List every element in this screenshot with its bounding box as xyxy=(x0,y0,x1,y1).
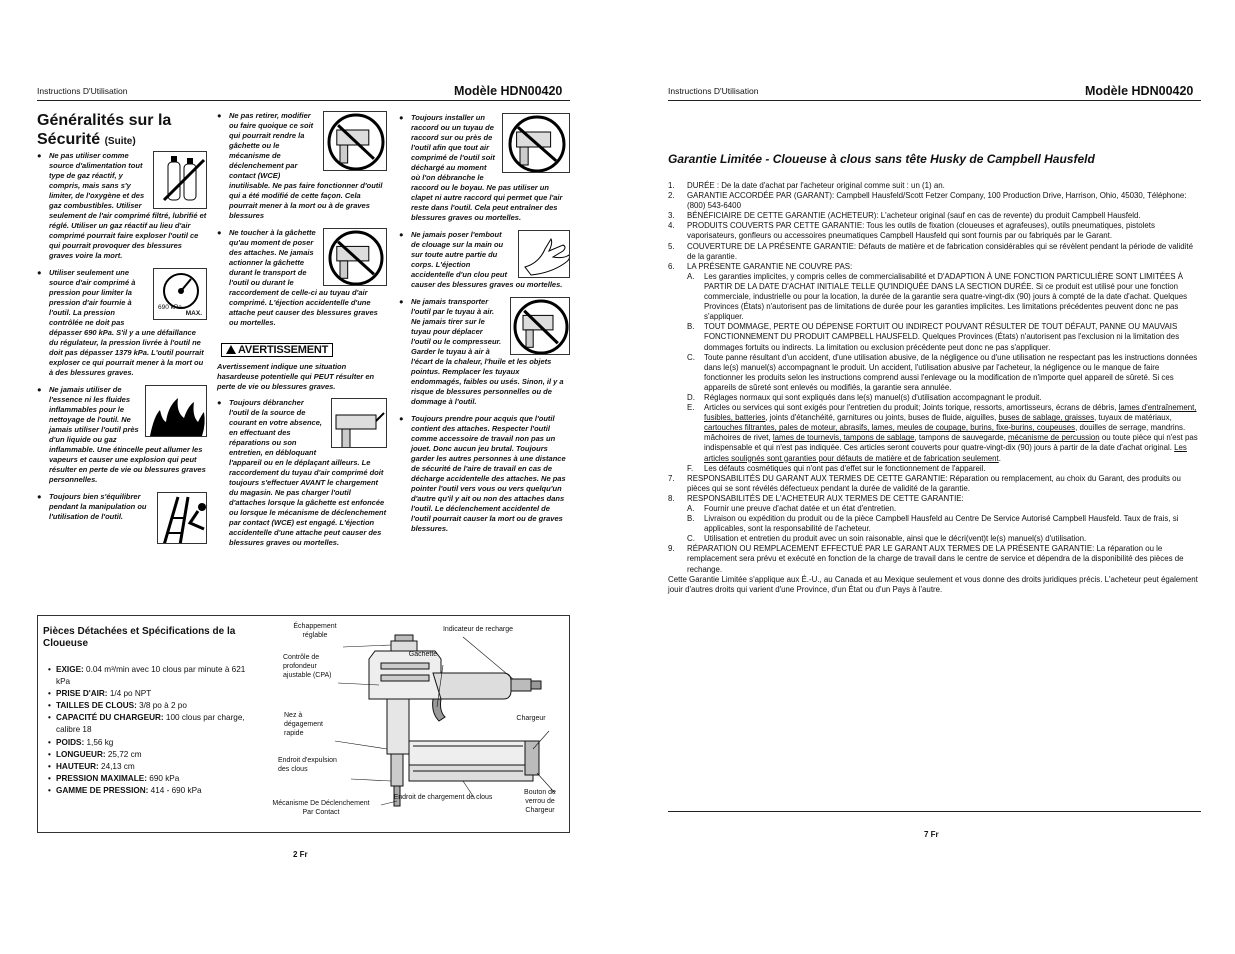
warning-item-text: Toujours prendre pour acquis que l'outil contient des attaches. Respecter l'outil comme accessoire de travail non pas un jouet. Donc aucun jeu brutal. Toujours garder les autres personnes à une distance de sécurité de l'aire de travail en cas de décharge accidentelle des attaches. Ne pas pointer l'outil vers vous ou vers quelqu'un d'autre qu'il y ait ou non des attaches dans l'outil. Le déclenchement accidentel de l'outil pourrait causer la mort ou de graves blessures. xyxy=(411,414,566,533)
gauge-max: MAX. xyxy=(185,310,202,317)
label-exhaust: Échappement réglable xyxy=(293,623,337,639)
warranty-closing: Cette Garantie Limitée s'applique aux É.-U., au Canada et au Mexique seulement et vous donne des droits juridiques précis. L'acheteur peut également jouir d'autres droits qui varient d'une Province, d'un État ou d'un Pays à l'autre. xyxy=(668,574,1198,594)
footer-rule-right xyxy=(668,811,1201,812)
spec-item: • EXIGE: 0.04 m³/min avec 10 clous par minute à 621 kPa xyxy=(48,664,248,688)
label-nose: Nez à dégagement rapide xyxy=(284,712,323,737)
warning-item-text: Ne jamais transporter l'outil par le tuyau à air. Ne jamais tirer sur le tuyau pour déplacer l'outil ou le compresseur. Garder le tuyau à air à l'écart de la chaleur, l'huile et les objets pointus. Remplacer les tuyaux endommagés, faibles ou usés. Sinon, il y a risque de blessures personnelles ou de dommage à l'outil. xyxy=(411,297,564,406)
safety-warning-item xyxy=(399,297,570,407)
label-contact: Mécanisme De Déclenchement Par Contact xyxy=(272,800,370,816)
safety-warning-item xyxy=(217,228,387,328)
warranty-item: 7. RESPONSABILITÉS DU GARANT AUX TERMES DE CETTE GARANTIE: Réparation ou remplacement, au choix du Garant, des produits ou pièces qui se sont révélés défectueux pendant la durée de validité de la garantie. xyxy=(668,473,1181,493)
warning-item-text: Toujours bien s'équilibrer pendant la manipulation ou l'utilisation de l'outil. xyxy=(49,492,147,521)
label-trigger: Gâchette xyxy=(408,651,438,658)
tool-modify-prohibited-icon xyxy=(323,111,387,171)
warranty-sub-item: F. Les défauts cosmétiques qui n'ont pas d'effet sur le fonctionnement de l'appareil. xyxy=(687,463,986,473)
bullet-icon: ● xyxy=(37,492,42,501)
warranty-sub-item: B. Livraison ou expédition du produit ou de la pièce Campbell Hausfeld au Centre De Service Autorisé Campbell Hausfeld. Taux de frais, si applicables, sont la responsabilité de l'acheteur. xyxy=(687,514,1179,534)
spec-item: • CAPACITÉ DU CHARGEUR: 100 clous par charge, calibre 18 xyxy=(48,712,248,736)
warning-item-text: Ne pas utiliser comme source d'alimentation tout type de gaz réactif, y compris, mais sans s'y limiter, de l'oxygène et des gaz combustibles. Utiliser seulement de l'air comprimé filtré, lubrifié et réglé. Utiliser un gaz réactif au lieu d'air comprimé pourrait faire exploser l'outil ce qui pourrait provoquer des blessures graves voire la mort. xyxy=(49,151,207,260)
trigger-carry-prohibited-icon xyxy=(323,228,387,286)
warranty-sub-item: A. Fournir une preuve d'achat datée et un état d'entretien. xyxy=(687,504,897,513)
label-ejection: Endroit d'expulsion des clous xyxy=(278,757,337,773)
safety-warning-item xyxy=(399,230,570,290)
bullet-icon: ● xyxy=(399,113,404,122)
bullet-icon: ● xyxy=(217,228,222,237)
bullet-icon: ● xyxy=(399,297,404,306)
safety-warning-item xyxy=(399,113,570,223)
pressure-gauge-icon xyxy=(153,268,207,320)
safety-warning-item xyxy=(399,414,570,534)
warranty-item: 5. COUVERTURE DE LA PRÉSENTE GARANTIE: Défauts de matière et de fabrication considérables qui se révèlent pendant la période de validité de la garantie. xyxy=(668,241,1193,261)
safety-warning-item xyxy=(37,151,207,261)
safety-column-2 xyxy=(217,111,387,555)
spec-item: • LONGUEUR: 25,72 cm xyxy=(48,749,248,761)
title-suffix: (Suite) xyxy=(104,136,136,147)
bullet-icon: ● xyxy=(37,151,42,160)
coupling-prohibited-icon xyxy=(502,113,570,173)
warranty-sub-item: C. Toute panne résultant d'un accident, d'une utilisation abusive, de la négligence ou d'une utilisation ne respectant pas les instructions données dans le(s) manuel(s) accompagnant le produit. Un accident, l'utilisation abusive par l'acheteur, la négligence ou le manque de faire fonctionner les produits selon les instructions comprend aussi l'enlevage ou la modification de n'importe quel appareil de sûreté. Si ces appareils de sûreté sont enlevés ou modifiés, la garantie sera annulée. xyxy=(687,352,1198,392)
safety-warning-item xyxy=(37,492,207,546)
spec-item: • HAUTEUR: 24,13 cm xyxy=(48,761,248,773)
safety-warning-item xyxy=(217,398,387,548)
safety-warning-item xyxy=(37,385,207,485)
hose-carry-prohibited-icon xyxy=(510,297,570,355)
bullet-icon: ● xyxy=(37,385,42,394)
header-left-right: Instructions D'Utilisation xyxy=(668,86,759,96)
warranty-sub-item: E. Articles ou services qui sont exigés pour l'entretien du produit; Joints torique, ressorts, amortisseurs, écrans de débris, lames d'entraînement, fusibles, batteries, joints d'étanchéité, garnitures ou joints, buses de fluide, aiguilles, buses de sablage, graisses, tuyaux de matériaux, cartouches filtrantes, pales de moteur, abrasifs, lames, meules de coupage, burins, fixe-burins, coupeuses, douilles de serrage, mandrins. mâchoires de rivet, lames de tournevis, tampons de sablage, tampons de sauvegarde, mécanisme de percussion ou toute pièce qui n'est pas indispensable et qui n'est pas indiquée. Ces articles seront couverts pour quatre-vingt-dix (90) jours à partir de la date d'achat original. Les articles soulignés sont garanties pour défauts de matière et de fabrication seulement. xyxy=(687,403,1198,463)
label-loading: Endroit de chargement de clous xyxy=(393,794,493,801)
safety-column-1 xyxy=(37,151,207,553)
section-title: Généralités sur la Sécurité (Suite) xyxy=(37,112,172,148)
header-rule xyxy=(37,100,570,101)
model-title: Modèle HDN00420 xyxy=(454,84,563,98)
warranty-sub-item: C. Utilisation et entretien du produit avec un soin raisonable, ainsi que le décri(vent)t le(s) manuel(s) d'utilisation. xyxy=(687,534,1087,544)
warranty-item: 6. LA PRÉSENTE GARANTIE NE COUVRE PAS: xyxy=(668,261,853,271)
label-latch: Bouton de verrou de Chargeur xyxy=(524,789,556,814)
spec-title: Pièces Détachées et Spécifications de la Cloueuse xyxy=(43,626,236,649)
warranty-sub-item: A. Les garanties implicites, y compris celles de commercialisabilité et D'ADAPTION À UNE FONCTION PARTICULIÈRE SONT LIMITÉES À PARTIR DE LA DATE D'ACHAT INITIALE TELLE QU'INDIQUÉE DANS LA SECTION DURÉE. Si ce produit est utilisé pour une fonction commerciale, industrielle ou pour la location, la durée de la garantie sera quatre-vingt-dix (90) jours à compté de la date d'achat. Quelques Provinces (États) n'autorisent pas de limitations de durée pour les garanties implicites. Les limitations précédentes peuvent donc ne pas s'appliquer. xyxy=(687,271,1188,322)
hand-icon xyxy=(518,230,570,278)
disconnect-nailer-icon xyxy=(331,398,387,448)
ladder-fall-icon xyxy=(157,492,207,544)
header-left: Instructions D'Utilisation xyxy=(37,86,128,96)
spec-item: • PRISE D'AIR: 1/4 po NPT xyxy=(48,688,248,700)
spec-item: • TAILLES DE CLOUS: 3/8 po à 2 po xyxy=(48,700,248,712)
safety-warning-item xyxy=(37,268,207,378)
warning-badge: AVERTISSEMENT xyxy=(221,343,333,357)
warranty-sub-item: B. TOUT DOMMAGE, PERTE OU DÉPENSE FORTUIT OU INDIRECT POUVANT RÉSULTER DE TOUT DÉFAUT, PANNE OU MAUVAIS FONCTIONNEMENT DU PRODUIT CAMPBELL HAUSFELD. Quelques Provinces (États) n'autorisent pas l'exclusion ni la limitation des dommages fortuits ou indirects. La limitation ou exclusion précédente peut donc ne pas s'appliquer. xyxy=(687,322,1180,352)
warning-text: Avertissement indique une situation hasardeuse potentielle qui PEUT résulter en perte de vie ou blessures graves. xyxy=(217,362,375,391)
gauge-value: 690 kPa xyxy=(158,304,182,311)
header-rule-right xyxy=(668,100,1201,101)
label-depth: Contrôle de profondeur ajustable (CPA) xyxy=(283,654,332,679)
spec-item: • PRESSION MAXIMALE: 690 kPa xyxy=(48,773,248,785)
warning-triangle-icon xyxy=(226,345,236,354)
spec-item: • POIDS: 1,56 kg xyxy=(48,737,248,749)
warranty-item: 3. BÉNÉFICIAIRE DE CETTE GARANTIE (ACHETEUR): L'acheteur original (sauf en cas de revente) du produit Campbell Hausfeld. xyxy=(668,211,1141,221)
bullet-icon: ● xyxy=(399,230,404,239)
warning-item-text: Ne pas retirer, modifier ou faire quoique ce soit qui pourrait rendre la gâchette ou le mécanisme de déclenchement par contact (WCE) inutilisable. Ne pas faire fonctionner d'outil qui a été modifié de cette façon. Cela pourrait mener à la mort ou à de graves blessures xyxy=(229,111,383,220)
warning-item-text: Toujours débrancher l'outil de la source de courant en votre absence, en effectuant des réparations ou son entretien, en débloquant l'appareil ou en le déplaçant ailleurs. Le raccordement du tuyau d'air comprimé doit toujours s'effectuer AVANT le chargement du magasin. Ne pas charger l'outil d'attaches lorsque la gâchette est enfoncée ou lorsque le mécanisme de déclenchement par contact (WCE) est engagé. L'éjection accidentelle d'une attache peut causer des blessures graves ou mortelles. xyxy=(229,398,387,547)
bullet-icon: ● xyxy=(217,398,222,407)
warranty-sub-item: D. Réglages normaux qui sont expliqués dans le(s) manuel(s) d'utilisation accompagnant le produit. xyxy=(687,392,1042,402)
bullet-icon: ● xyxy=(217,111,222,120)
warning-item-text: Utiliser seulement une source d'air comprimé à pression pour limiter la pression d'air fournie à l'outil. La pression contrôlée ne doit pas dépasser 690 kPa. S'il y a une défaillance du régulateur, la pression livrée à l'outil ne doit pas dépasser 1379 kPa. L'outil pourrait exploser ce qui pourrait mener à la mort ou à des blessures graves. xyxy=(49,268,204,377)
page-number-left: 2 Fr xyxy=(293,850,308,859)
safety-warning-item xyxy=(217,111,387,221)
warning-item-text: Ne jamais poser l'embout de clouage sur la main ou sur toute autre partie du corps. L'éjection accidentelle d'un clou peut causer des blessures graves ou mortelles. xyxy=(411,230,563,289)
bullet-icon: ● xyxy=(37,268,42,277)
spec-item: • GAMME DE PRESSION: 414 - 690 kPa xyxy=(48,785,248,797)
gas-cylinder-prohibited-icon xyxy=(153,151,207,209)
warranty-item: 9. RÉPARATION OU REMPLACEMENT EFFECTUÉ PAR LE GARANT AUX TERMES DE LA PRÉSENTE GARANTIE: La réparation ou le remplacement sera prévu et exécuté en fonction de la charge de travail dans le centre de service et dépendra de la disponibilité des pièces de rechange. xyxy=(668,544,1184,574)
spec-list xyxy=(48,664,248,797)
warranty-item: 2. GARANTIE ACCORDÉE PAR (GARANT): Campbell Hausfeld/Scott Fetzer Company, 100 Production Drive, Harrison, Ohio, 45030, Téléphone: (800) 543-6400 xyxy=(668,191,1187,211)
label-magazine: Chargeur xyxy=(516,715,546,722)
page-number-right: 7 Fr xyxy=(924,830,939,839)
warranty-item: 4. PRODUITS COUVERTS PAR CETTE GARANTIE: Tous les outils de fixation (cloueuses et agrafeuses), outils pneumatiques, pistolets vaporisateurs, gonfleurs ou accessoires pneumatiques Campbell Hausfeld qui sont fournis par ou fabriqués par le Garant. xyxy=(668,221,1155,241)
warranty-item: 1. DURÉE : De la date d'achat par l'acheteur original comme suit : un (1) an. xyxy=(668,181,945,190)
safety-column-3 xyxy=(399,113,570,541)
warranty-list xyxy=(668,181,1200,595)
warning-item-text: Ne toucher à la gâchette qu'au moment de poser des attaches. Ne jamais actionner la gâchette durant le transport de l'outil ou durant le raccordement de celle-ci au tuyau d'air comprimé. L'éjection accidentelle d'une attache peut causer des blessures graves ou mortelles. xyxy=(229,228,378,327)
label-recharge: Indicateur de recharge xyxy=(442,626,514,633)
spec-box xyxy=(37,615,570,833)
warning-item-text: Toujours installer un raccord ou un tuyau de raccord sur ou près de l'outil afin que tout air comprimé de l'outil soit déchargé au moment où l'on débranche le raccord ou le boyau. Ne pas utiliser un clapet ni autre raccord qui permet que l'air reste dans l'outil. Cela peut entraîner des blessures graves ou mortelles. xyxy=(411,113,563,222)
bullet-icon: ● xyxy=(399,414,404,423)
model-title-right: Modèle HDN00420 xyxy=(1085,84,1194,98)
flame-icon xyxy=(145,385,207,437)
warranty-item: 8. RESPONSABILITÉS DE L'ACHETEUR AUX TERMES DE CETTE GARANTIE: xyxy=(668,493,964,503)
warranty-title: Garantie Limitée - Cloueuse à clous sans tête Husky de Campbell Hausfeld xyxy=(668,152,1095,166)
warning-item-text: Ne jamais utiliser de l'essence ni les fluides inflammables pour le nettoyage de l'outil. Ne jamais utiliser l'outil près d'un liquide ou gaz inflammable. Une étincelle peut allumer les vapeurs et causer une explosion qui peut résulter en perte de vie ou blessures graves personnelles. xyxy=(49,385,206,484)
